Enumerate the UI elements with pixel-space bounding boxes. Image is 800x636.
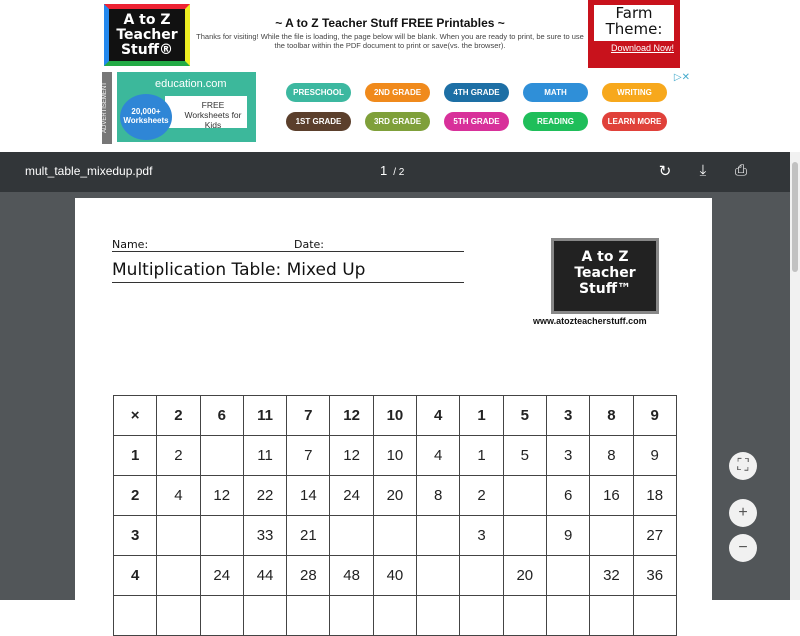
table-cell: 28: [287, 556, 330, 596]
table-cell: 11: [243, 436, 286, 476]
header-cell: 10: [373, 396, 416, 436]
edu-badge: 20,000+ Worksheets: [120, 94, 172, 140]
table-cell: 40: [373, 556, 416, 596]
ad-button-learn-more[interactable]: LEARN MORE: [602, 112, 667, 131]
site-header: [195, 16, 585, 50]
table-cell: 9: [546, 516, 589, 556]
ad-button-3rd-grade[interactable]: 3RD GRADE: [365, 112, 430, 131]
table-cell: 8: [590, 436, 633, 476]
table-cell: 27: [633, 516, 676, 556]
table-cell: [460, 556, 503, 596]
table-cell: [157, 596, 200, 636]
table-cell: 21: [287, 516, 330, 556]
table-cell: 24: [330, 476, 373, 516]
table-cell: [200, 596, 243, 636]
ad-label: ADVERTISEMENT: [102, 72, 112, 144]
table-cell: 10: [373, 436, 416, 476]
edu-tagline: FREE Worksheets for Kids: [165, 96, 247, 128]
table-cell: 16: [590, 476, 633, 516]
header-cell: 9: [633, 396, 676, 436]
date-label: Date:: [294, 238, 324, 251]
table-cell: 3: [546, 436, 589, 476]
table-cell: [417, 516, 460, 556]
row-header-cell: 4: [114, 556, 157, 596]
ad-close-icon[interactable]: ▷✕: [673, 72, 690, 83]
fit-page-button[interactable]: ⛶: [729, 452, 757, 480]
pdf-page: [75, 198, 712, 608]
table-cell: 32: [590, 556, 633, 596]
ad-button-5th-grade[interactable]: 5TH GRADE: [444, 112, 509, 131]
edu-brand: education.com: [155, 78, 227, 90]
table-cell: [330, 516, 373, 556]
row-header-cell: 2: [114, 476, 157, 516]
table-cell: 24: [200, 556, 243, 596]
header-cell: 2: [157, 396, 200, 436]
table-cell: 12: [330, 436, 373, 476]
ad-button-math[interactable]: MATH: [523, 83, 588, 102]
table-row: [114, 556, 677, 596]
pdf-viewer: [0, 192, 790, 600]
pdf-filename: mult_table_mixedup.pdf: [25, 164, 153, 178]
table-cell: 8: [417, 476, 460, 516]
table-cell: 22: [243, 476, 286, 516]
table-cell: 33: [243, 516, 286, 556]
table-cell: [157, 556, 200, 596]
table-cell: 4: [417, 436, 460, 476]
table-cell: 7: [287, 436, 330, 476]
header-cell: 7: [287, 396, 330, 436]
table-cell: 2: [460, 476, 503, 516]
table-row: [114, 596, 677, 636]
header-cell: 12: [330, 396, 373, 436]
table-cell: 1: [460, 436, 503, 476]
scrollbar-thumb[interactable]: [792, 162, 798, 272]
site-logo[interactable]: A to Z Teacher Stuff®: [104, 4, 190, 66]
table-cell: [590, 516, 633, 556]
table-cell: 20: [503, 556, 546, 596]
table-cell: [243, 596, 286, 636]
table-row: [114, 516, 677, 556]
total-pages: / 2: [393, 167, 405, 178]
table-row: [114, 436, 677, 476]
header-cell: 1: [460, 396, 503, 436]
table-cell: [373, 596, 416, 636]
table-cell: 2: [157, 436, 200, 476]
table-row: [114, 476, 677, 516]
table-cell: [503, 596, 546, 636]
table-cell: 14: [287, 476, 330, 516]
ad-button-writing[interactable]: WRITING: [602, 83, 667, 102]
table-cell: [633, 596, 676, 636]
header-cell: ×: [114, 396, 157, 436]
table-cell: 5: [503, 436, 546, 476]
table-cell: [200, 436, 243, 476]
pdf-toolbar: [0, 152, 800, 192]
table-cell: [330, 596, 373, 636]
header-cell: 6: [200, 396, 243, 436]
table-cell: [590, 596, 633, 636]
table-cell: [546, 556, 589, 596]
zoom-in-button[interactable]: +: [729, 499, 757, 527]
table-cell: [417, 556, 460, 596]
loading-notice: Thanks for visiting! While the file is loading, the page below will be blank. When you are ready to print, be sure to use the toolbar within the PDF document to print or save(vs. the browser).: [196, 32, 584, 50]
table-cell: 20: [373, 476, 416, 516]
row-header-cell: 1: [114, 436, 157, 476]
row-header-cell: 3: [114, 516, 157, 556]
table-cell: 12: [200, 476, 243, 516]
table-cell: [287, 596, 330, 636]
header-cell: 3: [546, 396, 589, 436]
worksheet-title: Multiplication Table: Mixed Up: [112, 260, 464, 283]
education-ad[interactable]: [117, 72, 256, 142]
farm-download-link[interactable]: Download Now!: [610, 43, 674, 53]
ad-button-2nd-grade[interactable]: 2ND GRADE: [365, 83, 430, 102]
table-cell: [200, 516, 243, 556]
table-cell: 18: [633, 476, 676, 516]
page-indicator: [380, 163, 404, 178]
table-cell: [503, 476, 546, 516]
table-cell: [546, 596, 589, 636]
table-cell: 6: [546, 476, 589, 516]
table-cell: 4: [157, 476, 200, 516]
table-cell: 36: [633, 556, 676, 596]
ad-banner[interactable]: [117, 72, 692, 142]
table-cell: [460, 596, 503, 636]
table-cell: 3: [460, 516, 503, 556]
header-cell: 8: [590, 396, 633, 436]
doc-logo: A to Z Teacher Stuff™: [551, 238, 659, 314]
table-cell: [503, 516, 546, 556]
download-icon[interactable]: ⤓: [699, 162, 707, 179]
zoom-out-button[interactable]: −: [729, 534, 757, 562]
print-icon[interactable]: ⎙: [734, 162, 747, 179]
ad-button-4th-grade[interactable]: 4TH GRADE: [444, 83, 509, 102]
table-cell: [157, 516, 200, 556]
name-date-line: [112, 238, 464, 252]
table-row: [114, 396, 677, 436]
site-title: ~ A to Z Teacher Stuff FREE Printables ~: [275, 16, 505, 30]
doc-url: www.atozteacherstuff.com: [533, 316, 647, 326]
header-cell: 4: [417, 396, 460, 436]
ad-button-1st-grade[interactable]: 1ST GRADE: [286, 112, 351, 131]
name-label: Name:: [112, 238, 149, 251]
table-cell: [373, 516, 416, 556]
table-cell: 48: [330, 556, 373, 596]
table-cell: 44: [243, 556, 286, 596]
header-cell: 5: [503, 396, 546, 436]
table-cell: 9: [633, 436, 676, 476]
farm-theme-ad[interactable]: [588, 0, 680, 68]
ad-button-reading[interactable]: READING: [523, 112, 588, 131]
row-header-cell: [114, 596, 157, 636]
rotate-icon[interactable]: ↻: [658, 163, 672, 180]
header-cell: 11: [243, 396, 286, 436]
ad-button-preschool[interactable]: PRESCHOOL: [286, 83, 351, 102]
farm-title: Farm Theme:: [594, 5, 674, 41]
current-page[interactable]: 1: [380, 163, 388, 178]
table-cell: [417, 596, 460, 636]
